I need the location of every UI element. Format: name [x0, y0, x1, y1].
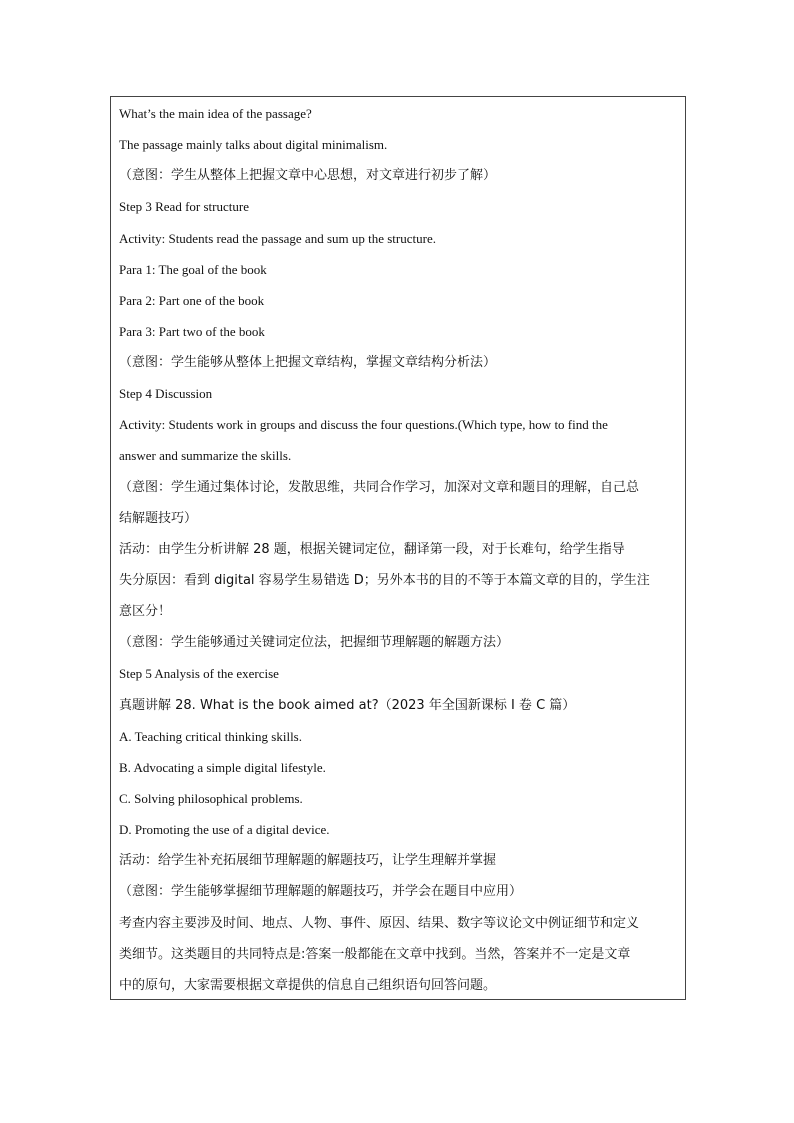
text-line: 活动：由学生分析讲解 28 题，根据关键词定位，翻译第一段，对于长难句，给学生指导 [119, 542, 625, 557]
text-line: 真题讲解 28. What is the book aimed at?（2023 年全国新课标 I 卷 C 篇） [119, 698, 576, 713]
text-line: 失分原因：看到 digital 容易学生易错选 D；另外本书的目的不等于本篇文章的目的，学生注 [119, 573, 650, 588]
text-line: 类细节。这类题目的共同特点是:答案一般都能在文章中找到。当然，答案并不一定是文章 [119, 947, 631, 962]
text-line: A. Teaching critical thinking skills. [119, 729, 302, 744]
text-line: Activity: Students read the passage and sum up the structure. [119, 231, 436, 246]
text-line: Para 1: The goal of the book [119, 262, 267, 277]
text-line: Activity: Students work in groups and discuss the four questions.(Which type, how to find the [119, 417, 608, 432]
text-line: Para 3: Part two of the book [119, 324, 265, 339]
text-line: 结解题技巧） [119, 511, 198, 526]
text-line: B. Advocating a simple digital lifestyle. [119, 760, 326, 775]
text-line: 中的原句，大家需要根据文章提供的信息自己组织语句回答问题。 [119, 978, 497, 993]
text-line: C. Solving philosophical problems. [119, 791, 303, 806]
lesson-plan-table-cell [110, 96, 686, 1000]
text-line: Step 4 Discussion [119, 386, 213, 401]
text-line: （意图：学生能够通过关键词定位法，把握细节理解题的解题方法） [119, 635, 510, 650]
text-line: D. Promoting the use of a digital device. [119, 822, 330, 837]
text-line: Para 2: Part one of the book [119, 293, 265, 308]
text-line: 意区分！ [119, 604, 172, 619]
text-line: 考查内容主要涉及时间、地点、人物、事件、原因、结果、数字等议论文中例证细节和定义 [119, 916, 640, 931]
text-line: （意图：学生通过集体讨论，发散思维，共同合作学习，加深对文章和题目的理解，自己总 [119, 480, 640, 495]
text-line: What’s the main idea of the passage? [119, 106, 312, 121]
text-line: answer and summarize the skills. [119, 448, 292, 463]
text-line: The passage mainly talks about digital minimalism. [119, 137, 388, 152]
text-line: （意图：学生能够掌握细节理解题的解题技巧，并学会在题目中应用） [119, 884, 523, 899]
text-line: Step 5 Analysis of the exercise [119, 666, 279, 681]
text-line: Step 3 Read for structure [119, 199, 249, 214]
text-line: 活动：给学生补充拓展细节理解题的解题技巧，让学生理解并掌握 [119, 853, 497, 868]
text-line: （意图：学生从整体上把握文章中心思想，对文章进行初步了解） [119, 168, 497, 183]
text-line: （意图：学生能够从整体上把握文章结构，掌握文章结构分析法） [119, 355, 497, 370]
